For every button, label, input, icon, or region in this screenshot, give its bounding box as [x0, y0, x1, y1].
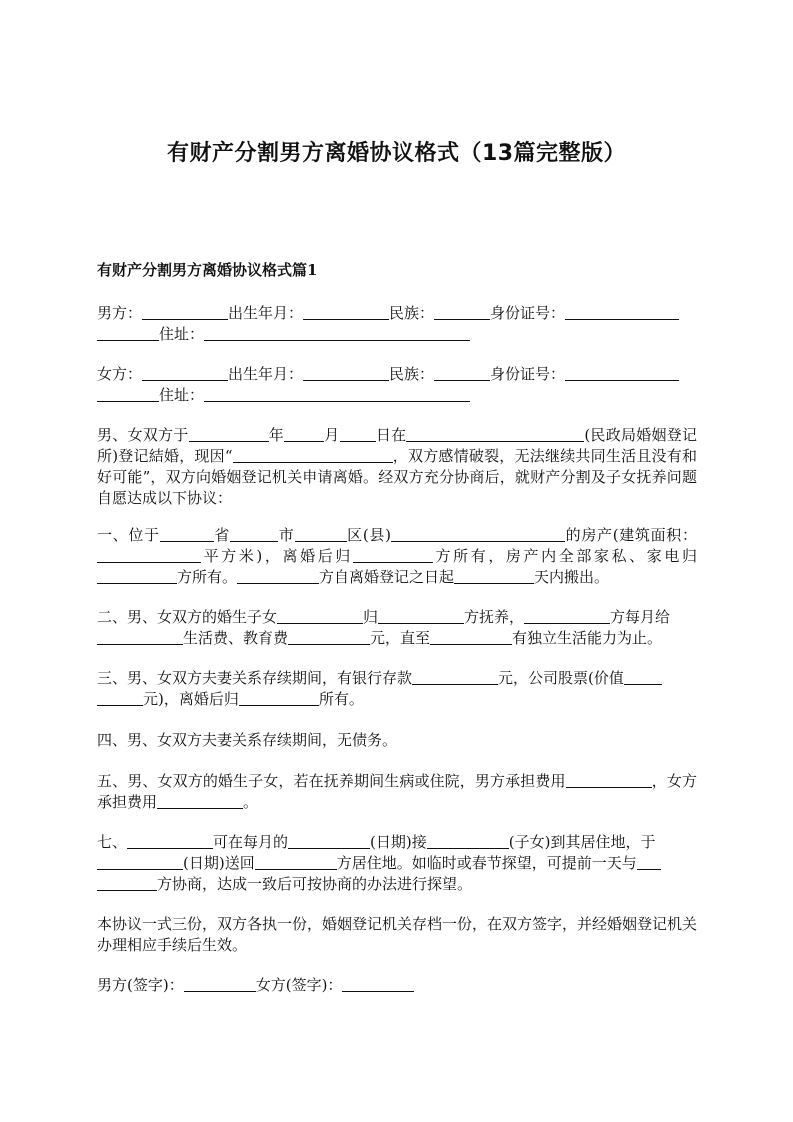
- text-run: 方所有，房产内全部家私、家电归: [432, 547, 697, 565]
- blank-field: [284, 426, 324, 442]
- label-man: 男方：: [97, 304, 143, 322]
- blank-field: [303, 365, 389, 381]
- text-run: 三、男、女双方夫妻关系存续期间，有银行存款: [97, 669, 413, 687]
- blank-field: [353, 547, 433, 563]
- text-run: 五、男、女双方的婚生子女，若在抚养期间生病或住院，男方承担费用: [97, 772, 566, 790]
- blank-field: [97, 854, 183, 870]
- blank-field: [97, 629, 183, 645]
- clause-3: [97, 668, 697, 710]
- blank-field: [434, 365, 490, 381]
- blank-field: [412, 669, 498, 685]
- blank-field: [127, 833, 213, 849]
- intro-paragraph: [97, 425, 697, 509]
- text-run: 元，直至: [370, 629, 431, 647]
- text-run: 元，公司股票(价值: [498, 669, 624, 687]
- text-run: 所有。: [318, 690, 364, 708]
- label-id: 身份证号：: [490, 365, 566, 383]
- clause-2: [97, 607, 697, 649]
- label-address: 住址：: [159, 386, 205, 404]
- text-run: ，女方承担费用: [97, 772, 697, 811]
- label-ethnic: 民族：: [389, 365, 435, 383]
- label-ethnic: 民族：: [389, 304, 435, 322]
- text-run: 生活费、教育费: [183, 629, 289, 647]
- clause-5: [97, 771, 697, 813]
- blank-field: [97, 568, 177, 584]
- label-birth: 出生年月：: [228, 365, 304, 383]
- clause-4: 四、男、女双方夫妻关系存续期间，无债务。: [97, 731, 398, 749]
- blank-field: [378, 608, 464, 624]
- text-run: 方居住地。如临时或春节探望，可提前一天与: [336, 854, 637, 872]
- blank-field: [342, 976, 414, 992]
- text-run: 可在每月的: [213, 833, 289, 851]
- blank-field: [184, 976, 256, 992]
- blank-field: [204, 325, 470, 341]
- section-heading: 有财产分割男方离婚协议格式篇1: [97, 261, 318, 279]
- text-run: 月: [324, 426, 340, 444]
- text-run: ，双方感情破裂，无法继续共同生活且没有和好可能”，双方向婚姻登记机关申请离婚。经双方充分协商后，就财产分割及子女抚养问题自愿达成以下协议：: [97, 447, 697, 507]
- blank-field: [230, 526, 278, 542]
- blank-field: [237, 568, 319, 584]
- blank-field: [624, 669, 662, 685]
- blank-field: [340, 426, 376, 442]
- text-run: 方抚养，: [464, 608, 525, 626]
- blank-field: [204, 386, 470, 402]
- blank-field: [565, 365, 679, 381]
- text-run: (日期)接: [370, 833, 427, 851]
- woman-info-paragraph: [97, 364, 697, 406]
- blank-field: [97, 547, 201, 563]
- signature-line: [97, 975, 697, 996]
- text-run: 日在: [375, 426, 407, 444]
- text-run: 区(县): [346, 526, 391, 544]
- blank-field: [142, 304, 228, 320]
- blank-field: [288, 629, 370, 645]
- blank-field: [233, 447, 393, 463]
- closing-paragraph: 本协议一式三份，双方各执一份，婚姻登记机关存档一份，在双方签字，并经婚姻登记机关办理相应手续后生效。: [97, 915, 698, 954]
- blank-field: [142, 365, 228, 381]
- text-run: 年: [268, 426, 285, 444]
- blank-field: [160, 526, 214, 542]
- label-address: 住址：: [159, 325, 205, 343]
- text-run: 二、男、女双方的婚生子女: [97, 608, 278, 626]
- blank-field: [239, 690, 319, 706]
- label-woman-signature: 女方(签字)：: [255, 976, 343, 994]
- label-id: 身份证号：: [490, 304, 566, 322]
- clause-1: [97, 525, 697, 588]
- text-run: 方协商，达成一致后可按协商的办法进行探望。: [157, 875, 473, 893]
- blank-field: [157, 793, 243, 809]
- blank-field: [295, 526, 347, 542]
- blank-field: [189, 426, 269, 442]
- text-run: 方自离婚登记之日起: [319, 568, 455, 586]
- clause-7: [97, 832, 697, 895]
- blank-field: [565, 304, 679, 320]
- text-run: (子女)到其居住地，于: [508, 833, 656, 851]
- blank-field: [97, 690, 143, 706]
- blank-field: [406, 426, 584, 442]
- text-run: 。: [243, 793, 259, 811]
- blank-field: [288, 833, 370, 849]
- blank-field: [637, 854, 661, 870]
- blank-field: [97, 386, 159, 402]
- blank-field: [97, 325, 159, 341]
- text-run: 有独立生活能力为止。: [512, 629, 663, 647]
- text-run: 元)，离婚后归: [143, 690, 239, 708]
- blank-field: [277, 608, 363, 624]
- text-run: 男、女双方于: [97, 426, 189, 444]
- text-run: 方每月给: [610, 608, 671, 626]
- blank-field: [524, 608, 610, 624]
- text-run: 市: [278, 526, 295, 544]
- label-man-signature: 男方(签字)：: [97, 976, 184, 994]
- blank-field: [454, 568, 534, 584]
- text-run: 七、: [97, 833, 128, 851]
- label-birth: 出生年月：: [228, 304, 304, 322]
- text-run: 的房产(建筑面积：: [564, 526, 697, 544]
- text-run: (民政局婚姻登记所)登记結婚，现因“: [97, 426, 697, 465]
- blank-field: [391, 526, 565, 542]
- blank-field: [434, 304, 490, 320]
- text-run: 方所有。: [177, 568, 238, 586]
- text-run: 天内搬出。: [534, 568, 610, 586]
- man-info-paragraph: [97, 303, 697, 345]
- text-run: 一、位于: [97, 526, 160, 544]
- text-run: 归: [363, 608, 379, 626]
- blank-field: [255, 854, 337, 870]
- blank-field: [430, 629, 512, 645]
- label-woman: 女方：: [97, 365, 143, 383]
- blank-field: [566, 772, 652, 788]
- blank-field: [97, 875, 157, 891]
- text-run: 平方米)，离婚后归: [201, 547, 353, 565]
- text-run: 省: [213, 526, 231, 544]
- text-run: (日期)送回: [183, 854, 255, 872]
- blank-field: [427, 833, 509, 849]
- blank-field: [303, 304, 389, 320]
- document-title: 有财产分割男方离婚协议格式（13篇完整版）: [166, 141, 627, 166]
